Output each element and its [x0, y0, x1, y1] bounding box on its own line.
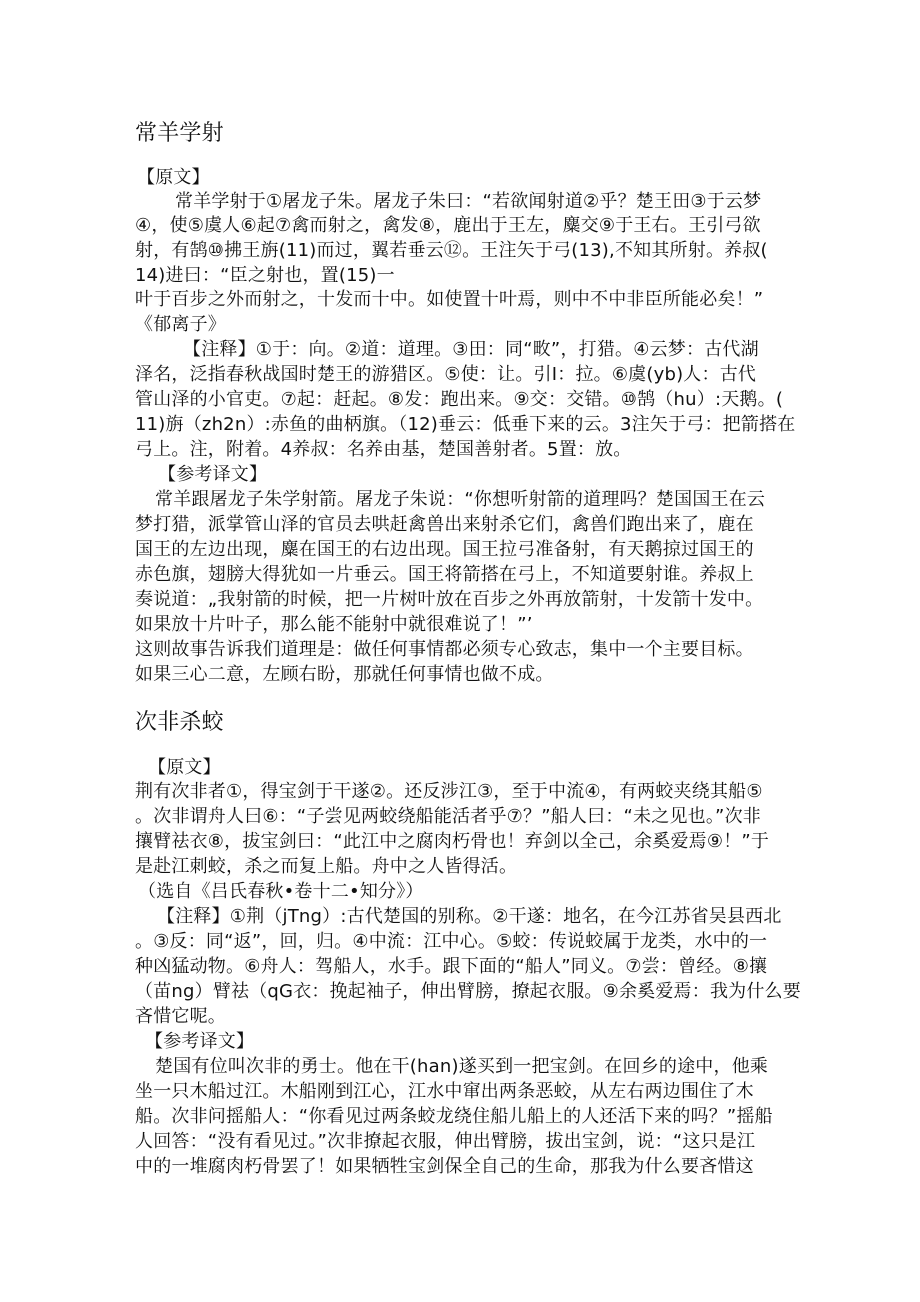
- section1-notes-line: 弓上。注，附着。4养叔：名养由基，楚国善射者。5置：放。: [135, 439, 632, 460]
- section2-translation-line: 人回答：“没有看见过。”次非撩起衣服，伸出臂膀，拔出宝剑，说：“这只是江: [135, 1131, 756, 1152]
- section1-original-line: 14)进曰：“臣之射也，置(15)一: [135, 265, 395, 286]
- section1-translation-line: 如果放十片叶子，那么能不能射中就很难说了！”’: [135, 614, 533, 635]
- section1-original-heading: 【原文】: [137, 167, 210, 188]
- section1-notes-line: 11)旃（zh2n）:赤鱼的曲柄旗。（12)垂云：低垂下来的云。3注矢于弓：把箭搭在: [135, 414, 796, 435]
- section2-source: （选自《吕氏春秋•卷十二•知分》）: [138, 881, 424, 902]
- section1-moral-line: 这则故事告诉我们道理是：做任何事情都必须专心致志，集中一个主要目标。: [135, 639, 754, 660]
- section2-translation-heading: 【参考译文】: [145, 1031, 255, 1052]
- section1-title: 常羊学射: [135, 121, 224, 146]
- section2-title: 次非杀蛟: [135, 710, 224, 735]
- section2-notes-line: 。③反：同“返”，回，归。④中流：江中心。⑤蛟：传说蛟属于龙类，水中的一: [135, 931, 768, 952]
- section2-original-line: 。次非谓舟人曰⑥：“子尝见两蛟绕船能活者乎⑦？”船人曰：“未之见也。”次非: [135, 806, 761, 827]
- section1-original-line: 常羊学射于①屠龙子朱。屠龙子朱曰：“若欲闻射道②乎？楚王田③于云梦: [175, 191, 762, 212]
- section2-notes-line: 吝惜它呢。: [135, 1006, 226, 1027]
- section1-translation-line: 国王的左边出现，麋在国王的右边出现。国王拉弓准备射，有天鹅掠过国王的: [135, 539, 754, 560]
- section1-translation-line: 奏说道：„我射箭的时候，把一片树叶放在百步之外再放箭射，十发箭十发中。: [135, 589, 764, 610]
- section2-translation-line: 船。次非问摇船人：“你看见过两条蛟龙绕住船儿船上的人还活下来的吗？”摇船: [135, 1106, 773, 1127]
- section1-notes-line: 管山泽的小官吏。⑦起：赶起。⑧发：跑出来。⑨交：交错。⑩鹄（hu）:天鹅。(: [135, 389, 784, 410]
- section2-translation-line: 坐一只木船过江。木船刚到江心，江水中窜出两条恶蛟，从左右两边围住了木: [135, 1081, 754, 1102]
- section1-original-line: 叶于百步之外而射之，十发而十中。如使置十叶焉，则中不中非臣所能必矣！”: [135, 289, 764, 310]
- section1-moral-line: 如果三心二意，左顾右盼，那就任何事情也做不成。: [135, 664, 554, 685]
- section1-translation-heading: 【参考译文】: [158, 464, 268, 485]
- section2-notes-line: 【注释】①荆（jTng）:古代楚国的别称。②干遂：地名，在今江苏省吴县西北: [157, 906, 782, 927]
- section1-original-line: 射，有鹄⑩拂王旃(11)而过，翼若垂云⑫。王注矢于弓(13),不知其所射。养叔(: [135, 240, 768, 261]
- section2-notes-line: （苗ng）臂祛（qG衣：挽起袖子，伸出臂膀，撩起衣服。⑨余奚爱焉：我为什么要: [135, 981, 801, 1002]
- section1-translation-line: 常羊跟屠龙子朱学射箭。屠龙子朱说：“你想听射箭的道理吗？楚国国王在云: [155, 489, 766, 510]
- section1-translation-line: 梦打猎，派掌管山泽的官员去哄赶禽兽出来射杀它们，禽兽们跑出来了，鹿在: [135, 514, 754, 535]
- section1-original-line: ④，使⑤虞人⑥起⑦禽而射之，禽发⑧，鹿出于王左，麋交⑨于王右。王引弓欲: [135, 215, 761, 236]
- section1-notes-line: 【注释】①于：向。②道：道理。③田：同“畋”，打猎。④云梦：古代湖: [183, 339, 759, 360]
- section1-notes-line: 泽名，泛指春秋战国时楚王的游猎区。⑤使：让。引I：拉。⑥虞(yb)人：古代: [135, 364, 757, 385]
- section2-translation-line: 楚国有位叫次非的勇士。他在干(han)遂买到一把宝剑。在回乡的途中，他乘: [155, 1056, 769, 1077]
- section2-original-line: 荆有次非者①，得宝剑于干遂②。还反涉江③，至于中流④，有两蛟夹绕其船⑤: [135, 781, 763, 802]
- section2-original-heading: 【原文】: [148, 757, 221, 778]
- section2-translation-line: 中的一堆腐肉朽骨罢了！如果牺牲宝剑保全自己的生命，那我为什么要吝惜这: [135, 1156, 754, 1177]
- section2-original-line: 攘臂祛衣⑧，拔宝剑曰：“此江中之腐肉朽骨也！弃剑以全己，余奚爱焉⑨！”于: [135, 831, 770, 852]
- section1-translation-line: 赤色旗，翅膀大得犹如一片垂云。国王将箭搭在弓上，不知道要射谁。养叔上: [135, 564, 754, 585]
- section1-source: 《郁离子》: [135, 314, 226, 335]
- section2-notes-line: 种凶猛动物。⑥舟人：驾船人，水手。跟下面的“船人”同义。⑦尝：曾经。⑧攘: [135, 956, 768, 977]
- section2-original-line: 是赴江刺蛟，杀之而复上船。舟中之人皆得活。: [135, 856, 518, 877]
